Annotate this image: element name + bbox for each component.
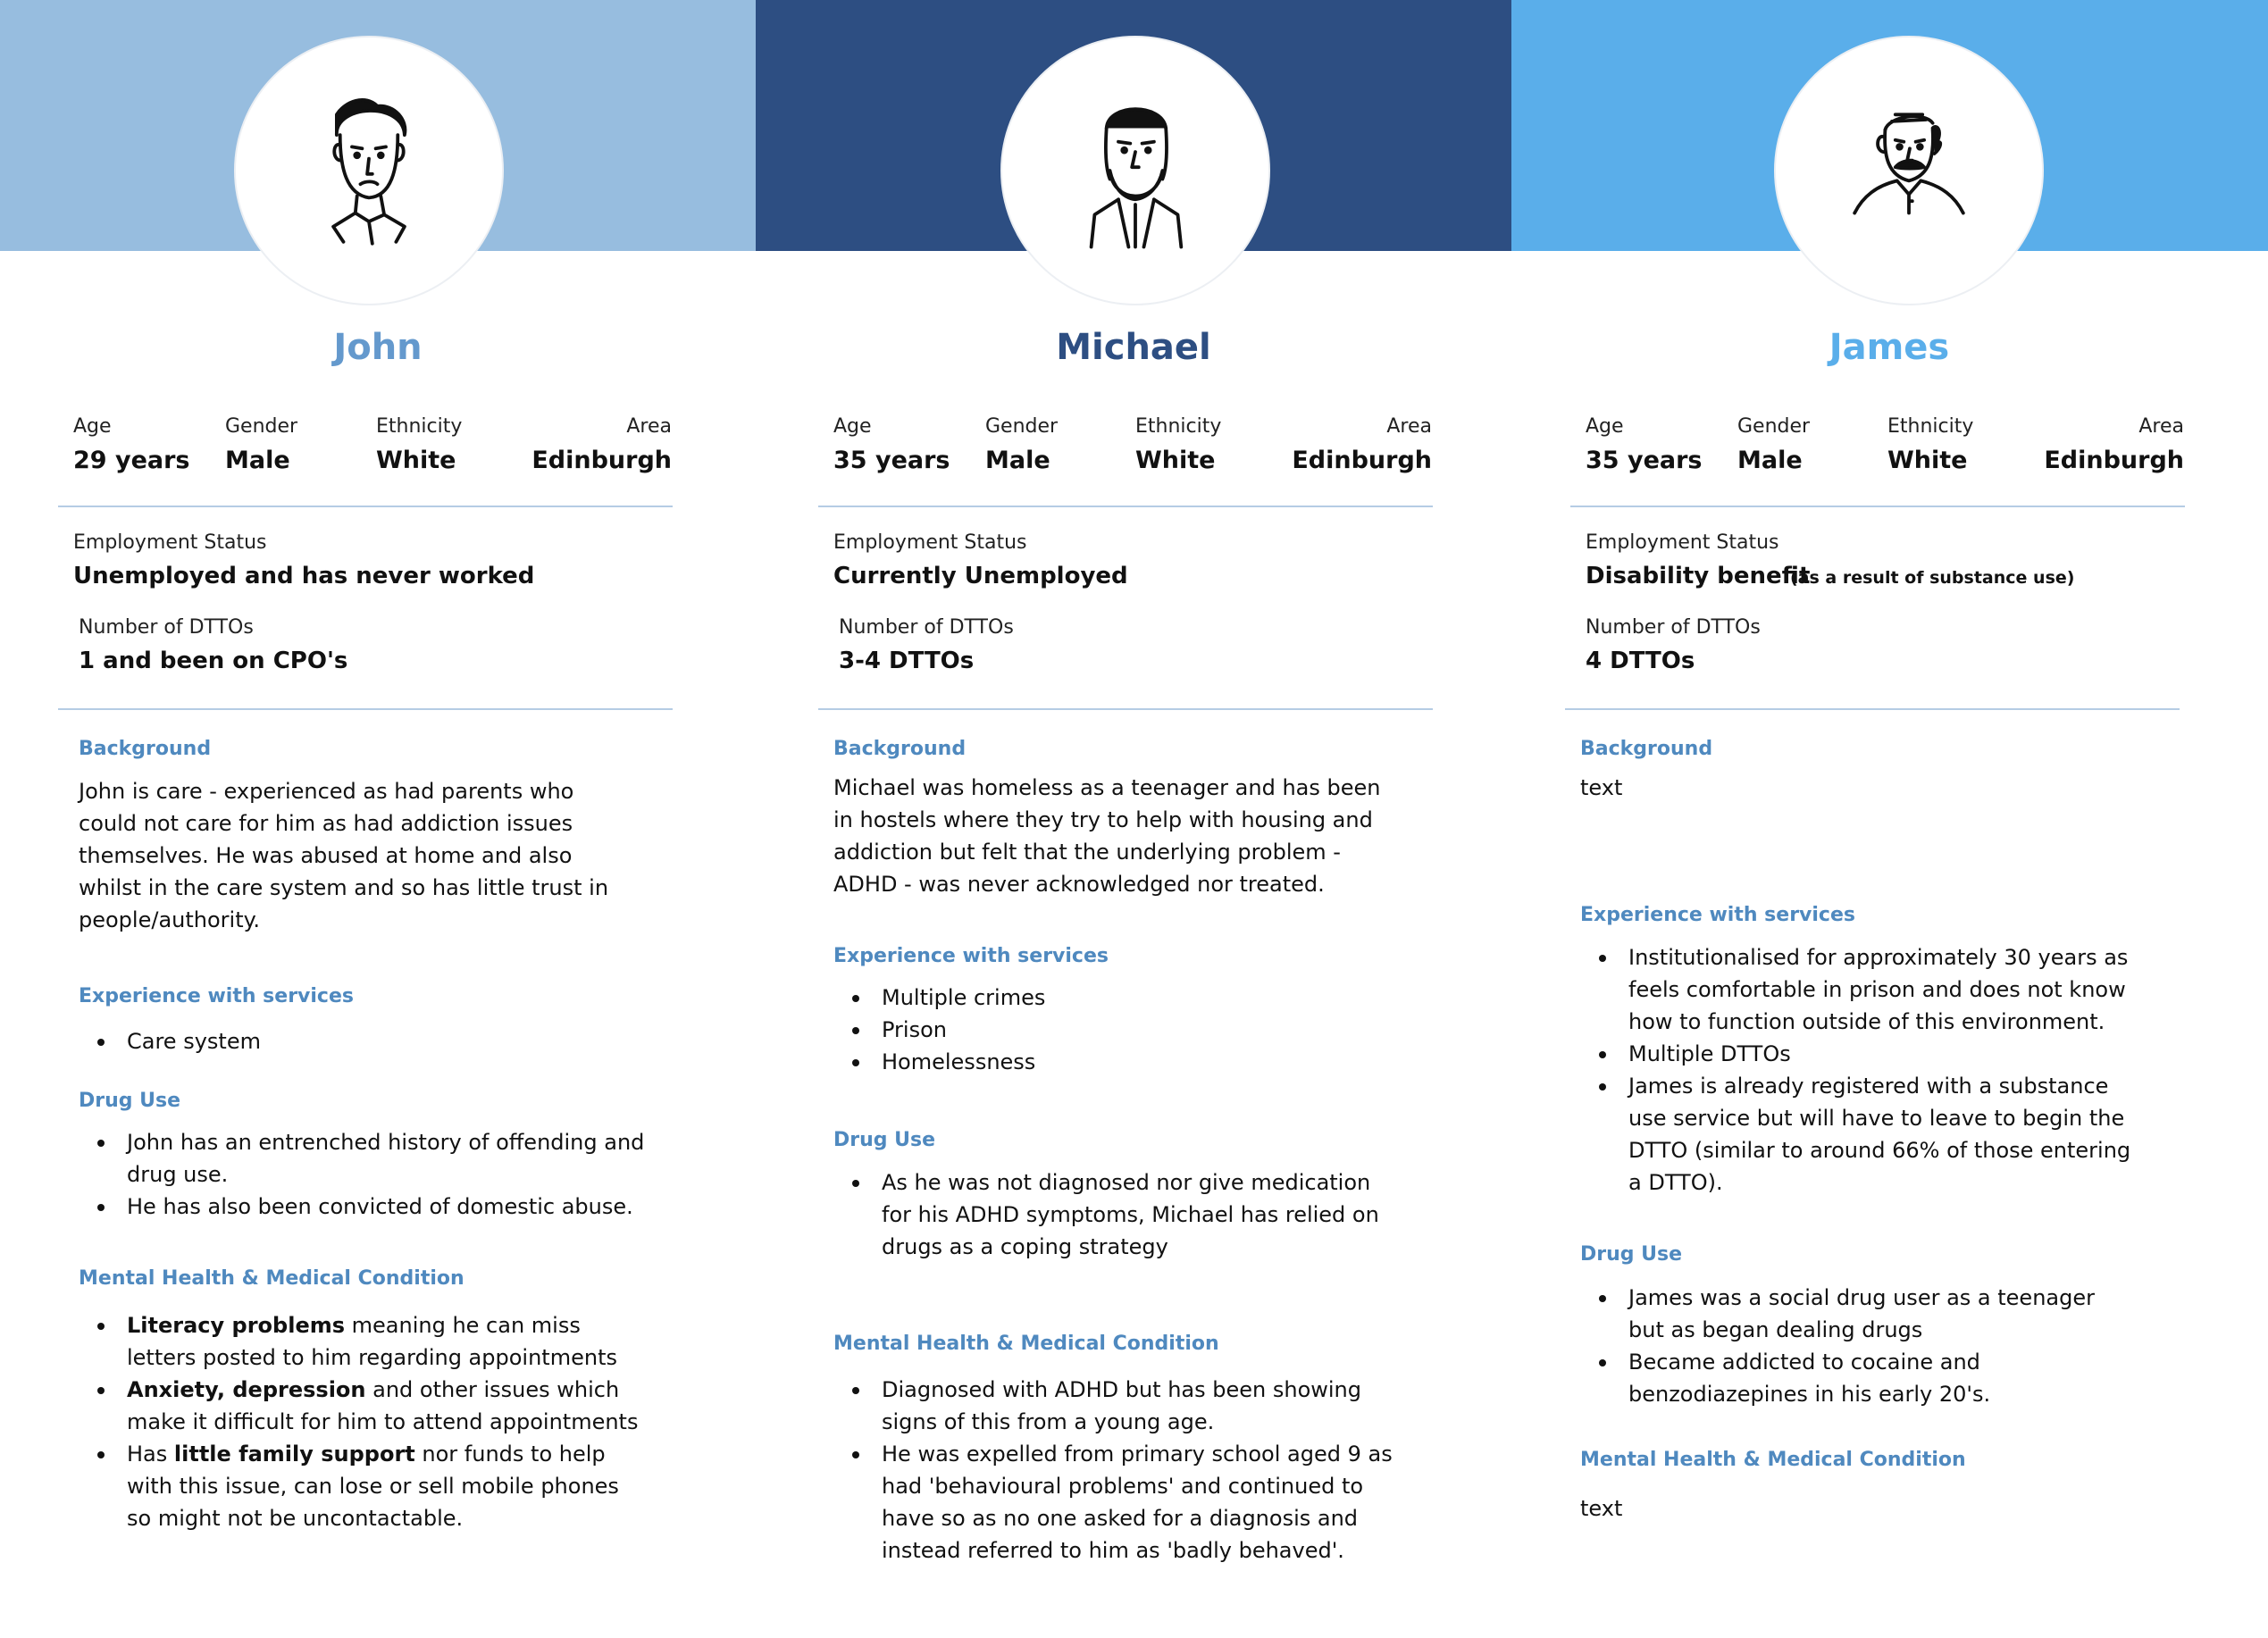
age-value: 35 years <box>1586 447 1703 474</box>
mental-health-text: text <box>1580 1496 1623 1521</box>
john-avatar <box>234 36 504 305</box>
gender-label: Gender <box>985 415 1059 438</box>
drug-use-list <box>833 1166 1405 1263</box>
list-item: Institutionalised for approximately 30 years as feels comfortable in prison and does not know how to function outside of this environment. <box>1580 941 2134 1038</box>
bearded-man-icon <box>1050 86 1220 255</box>
list-item: James is already registered with a substance use service but will have to leave to begin the DTTO (similar to around 66% of those entering a DTTO). <box>1580 1070 2134 1199</box>
list-item: Multiple crimes <box>833 982 1405 1014</box>
experience-heading: Experience with services <box>79 985 354 1007</box>
young-man-icon <box>284 86 454 255</box>
mental-health-list <box>79 1309 641 1534</box>
divider <box>818 506 1433 507</box>
list-item: He was expelled from primary school aged 9 as had 'behavioural problems' and continued to have so as no one asked for a diagnosis and instead referred to him as 'badly behaved'. <box>833 1438 1405 1567</box>
dttos-label: Number of DTTOs <box>839 616 1014 639</box>
list-item: Care system <box>79 1025 650 1057</box>
background-heading: Background <box>833 738 967 760</box>
area-value: Edinburgh <box>1292 447 1432 474</box>
drug-use-list <box>1580 1282 2134 1410</box>
age-value: 29 years <box>73 447 190 474</box>
employment-note: (as a result of substance use) <box>1790 568 2075 588</box>
employment-value: Currently Unemployed <box>833 563 1128 589</box>
list-item: He has also been convicted of domestic abuse. <box>79 1191 650 1223</box>
dttos-label: Number of DTTOs <box>1586 616 1761 639</box>
background-heading: Background <box>1580 738 1713 760</box>
ethnicity-value: White <box>1135 447 1216 474</box>
gender-value: Male <box>225 447 290 474</box>
drug-use-heading: Drug Use <box>1580 1243 1683 1266</box>
dttos-value: 3-4 DTTOs <box>839 648 975 674</box>
area-label: Area <box>626 415 672 438</box>
list-item: Prison <box>833 1014 1405 1046</box>
gender-label: Gender <box>1737 415 1811 438</box>
experience-heading: Experience with services <box>1580 904 1855 926</box>
gender-value: Male <box>985 447 1050 474</box>
employment-label: Employment Status <box>1586 531 1779 554</box>
ethnicity-label: Ethnicity <box>376 415 463 438</box>
persona-name-john: John <box>333 327 423 368</box>
michael-avatar <box>1000 36 1270 305</box>
list-item: John has an entrenched history of offending and drug use. <box>79 1126 650 1191</box>
employment-label: Employment Status <box>833 531 1027 554</box>
gender-value: Male <box>1737 447 1803 474</box>
ethnicity-label: Ethnicity <box>1887 415 1974 438</box>
list-item: Multiple DTTOs <box>1580 1038 2134 1070</box>
background-text: Michael was homeless as a teenager and has been in hostels where they try to help with housing and addiction but felt that the underlying problem - ADHD - was never acknowledged nor treated. <box>833 775 1381 897</box>
divider <box>58 708 673 710</box>
area-label: Area <box>1386 415 1432 438</box>
persona-name-james: James <box>1829 327 1950 368</box>
experience-heading: Experience with services <box>833 945 1109 967</box>
list-item: James was a social drug user as a teenager but as began dealing drugs <box>1580 1282 2134 1346</box>
age-value: 35 years <box>833 447 950 474</box>
employment-value: Unemployed and has never worked <box>73 563 535 589</box>
experience-list <box>833 982 1405 1078</box>
list-item: Has little family support nor funds to help with this issue, can lose or sell mobile phones so might not be uncontactable. <box>79 1438 641 1534</box>
mental-health-heading: Mental Health & Medical Condition <box>833 1333 1219 1355</box>
background-text: text <box>1580 775 1623 800</box>
ethnicity-label: Ethnicity <box>1135 415 1222 438</box>
james-avatar <box>1774 36 2044 305</box>
mental-health-list <box>833 1374 1405 1567</box>
age-label: Age <box>73 415 112 438</box>
employment-value: Disability benefit <box>1586 563 1811 589</box>
drug-use-heading: Drug Use <box>79 1090 181 1112</box>
drug-use-list <box>79 1126 650 1223</box>
dttos-label: Number of DTTOs <box>79 616 254 639</box>
list-item: Diagnosed with ADHD but has been showing signs of this from a young age. <box>833 1374 1405 1438</box>
list-item: Became addicted to cocaine and benzodiazepines in his early 20's. <box>1580 1346 2134 1410</box>
divider <box>818 708 1433 710</box>
divider <box>1565 708 2180 710</box>
older-man-icon <box>1824 86 1994 255</box>
divider <box>1570 506 2185 507</box>
area-label: Area <box>2138 415 2184 438</box>
age-label: Age <box>1586 415 1624 438</box>
area-value: Edinburgh <box>531 447 672 474</box>
list-item: Anxiety, depression and other issues which make it difficult for him to attend appointments <box>79 1374 641 1438</box>
age-label: Age <box>833 415 872 438</box>
background-heading: Background <box>79 738 212 760</box>
experience-list <box>79 1025 650 1057</box>
dttos-value: 1 and been on CPO's <box>79 648 348 674</box>
experience-list <box>1580 941 2134 1199</box>
divider <box>58 506 673 507</box>
mental-health-heading: Mental Health & Medical Condition <box>1580 1449 1966 1471</box>
employment-label: Employment Status <box>73 531 267 554</box>
list-item: As he was not diagnosed nor give medication for his ADHD symptoms, Michael has relied on drugs as a coping strategy <box>833 1166 1405 1263</box>
list-item: Literacy problems meaning he can miss letters posted to him regarding appointments <box>79 1309 641 1374</box>
drug-use-heading: Drug Use <box>833 1129 936 1151</box>
gender-label: Gender <box>225 415 298 438</box>
persona-name-michael: Michael <box>1056 327 1211 368</box>
dttos-value: 4 DTTOs <box>1586 648 1695 674</box>
background-text: John is care - experienced as had parents who could not care for him as had addiction issues themselves. He was abused at home and also whilst in the care system and so has little trust in people/authority. <box>79 779 609 932</box>
ethnicity-value: White <box>376 447 456 474</box>
list-item: Homelessness <box>833 1046 1405 1078</box>
area-value: Edinburgh <box>2044 447 2184 474</box>
mental-health-heading: Mental Health & Medical Condition <box>79 1267 464 1290</box>
ethnicity-value: White <box>1887 447 1968 474</box>
